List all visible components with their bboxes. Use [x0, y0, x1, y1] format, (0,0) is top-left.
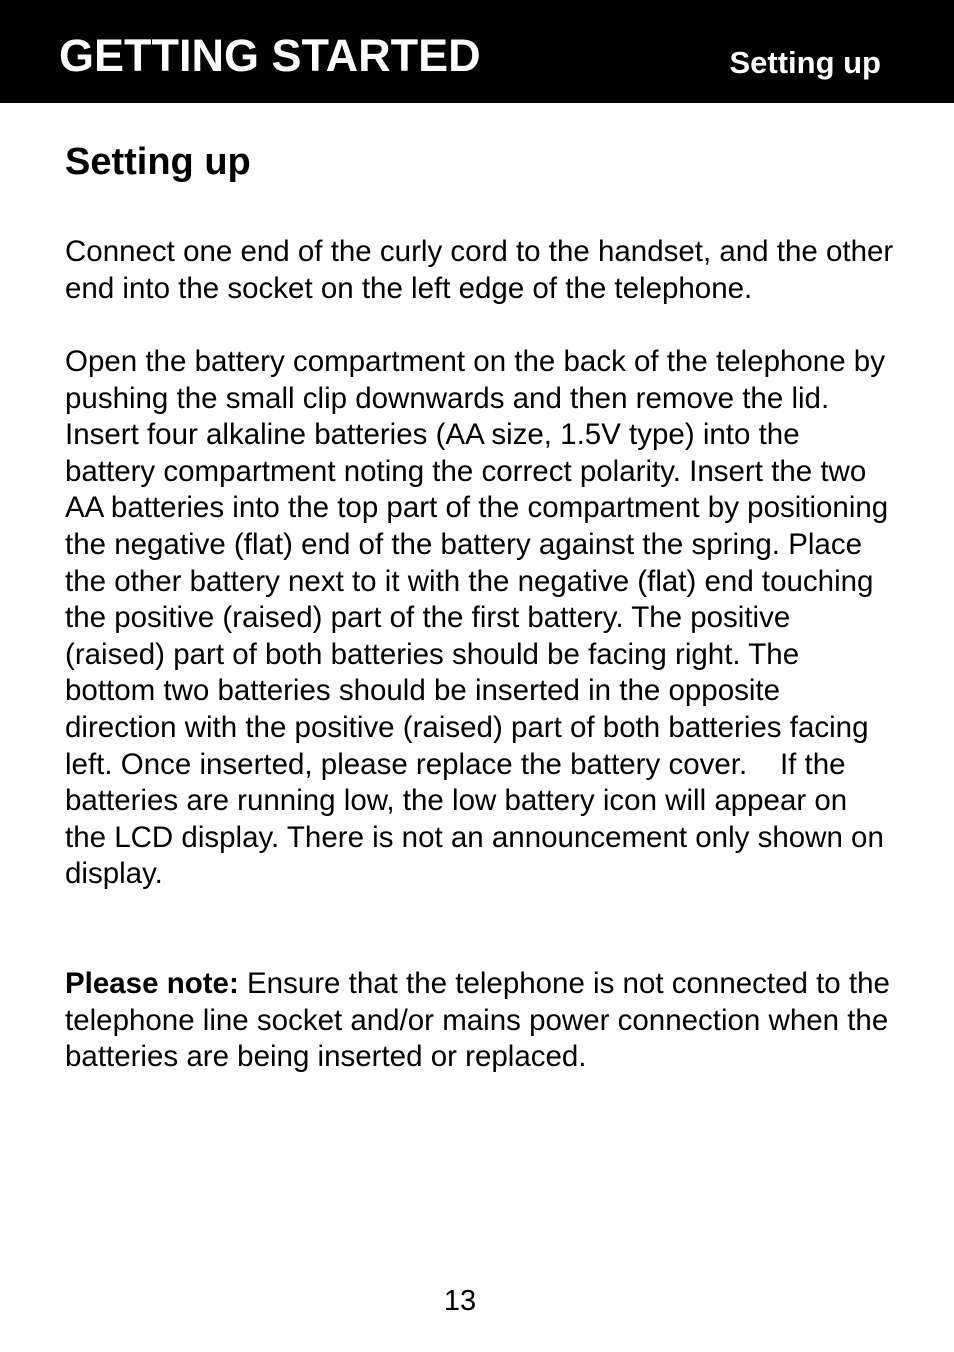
note-label: Please note:	[65, 967, 239, 1000]
header-bar	[0, 0, 954, 103]
paragraph-batteries: Open the battery compartment on the back of the telephone by pushing the small clip downwards and then remove the lid. Insert four alkaline batteries (AA size, 1.5V type) into the battery compartment noting the correct polarity. Insert the two AA batteries into the top part of the compartment by positioning the negative (flat) end of the battery against the spring. Place the other battery next to it with the negative (flat) end touching the positive (raised) part of the first battery. The positive (raised) part of both batteries should be facing right. The bottom two batteries should be inserted in the opposite direction with the positive (raised) part of both batteries facing left. Once inserted, please replace the battery cover. If the batteries are running low, the low battery icon will appear on the LCD display. There is not an announcement only shown on display.	[65, 345, 897, 891]
page-number: 13	[443, 1285, 477, 1317]
page-heading: Setting up	[65, 141, 251, 183]
chapter-title: GETTING STARTED	[59, 30, 481, 81]
paragraph-curly-cord: Connect one end of the curly cord to the handset, and the other end into the socket on the left edge of the telephone.	[65, 235, 894, 305]
note-paragraph	[65, 966, 895, 1076]
note-text: Ensure that the telephone is not connected to the telephone line socket and/or mains power connection when the batteries are being inserted or replaced.	[65, 967, 890, 1074]
section-label: Setting up	[729, 45, 881, 80]
